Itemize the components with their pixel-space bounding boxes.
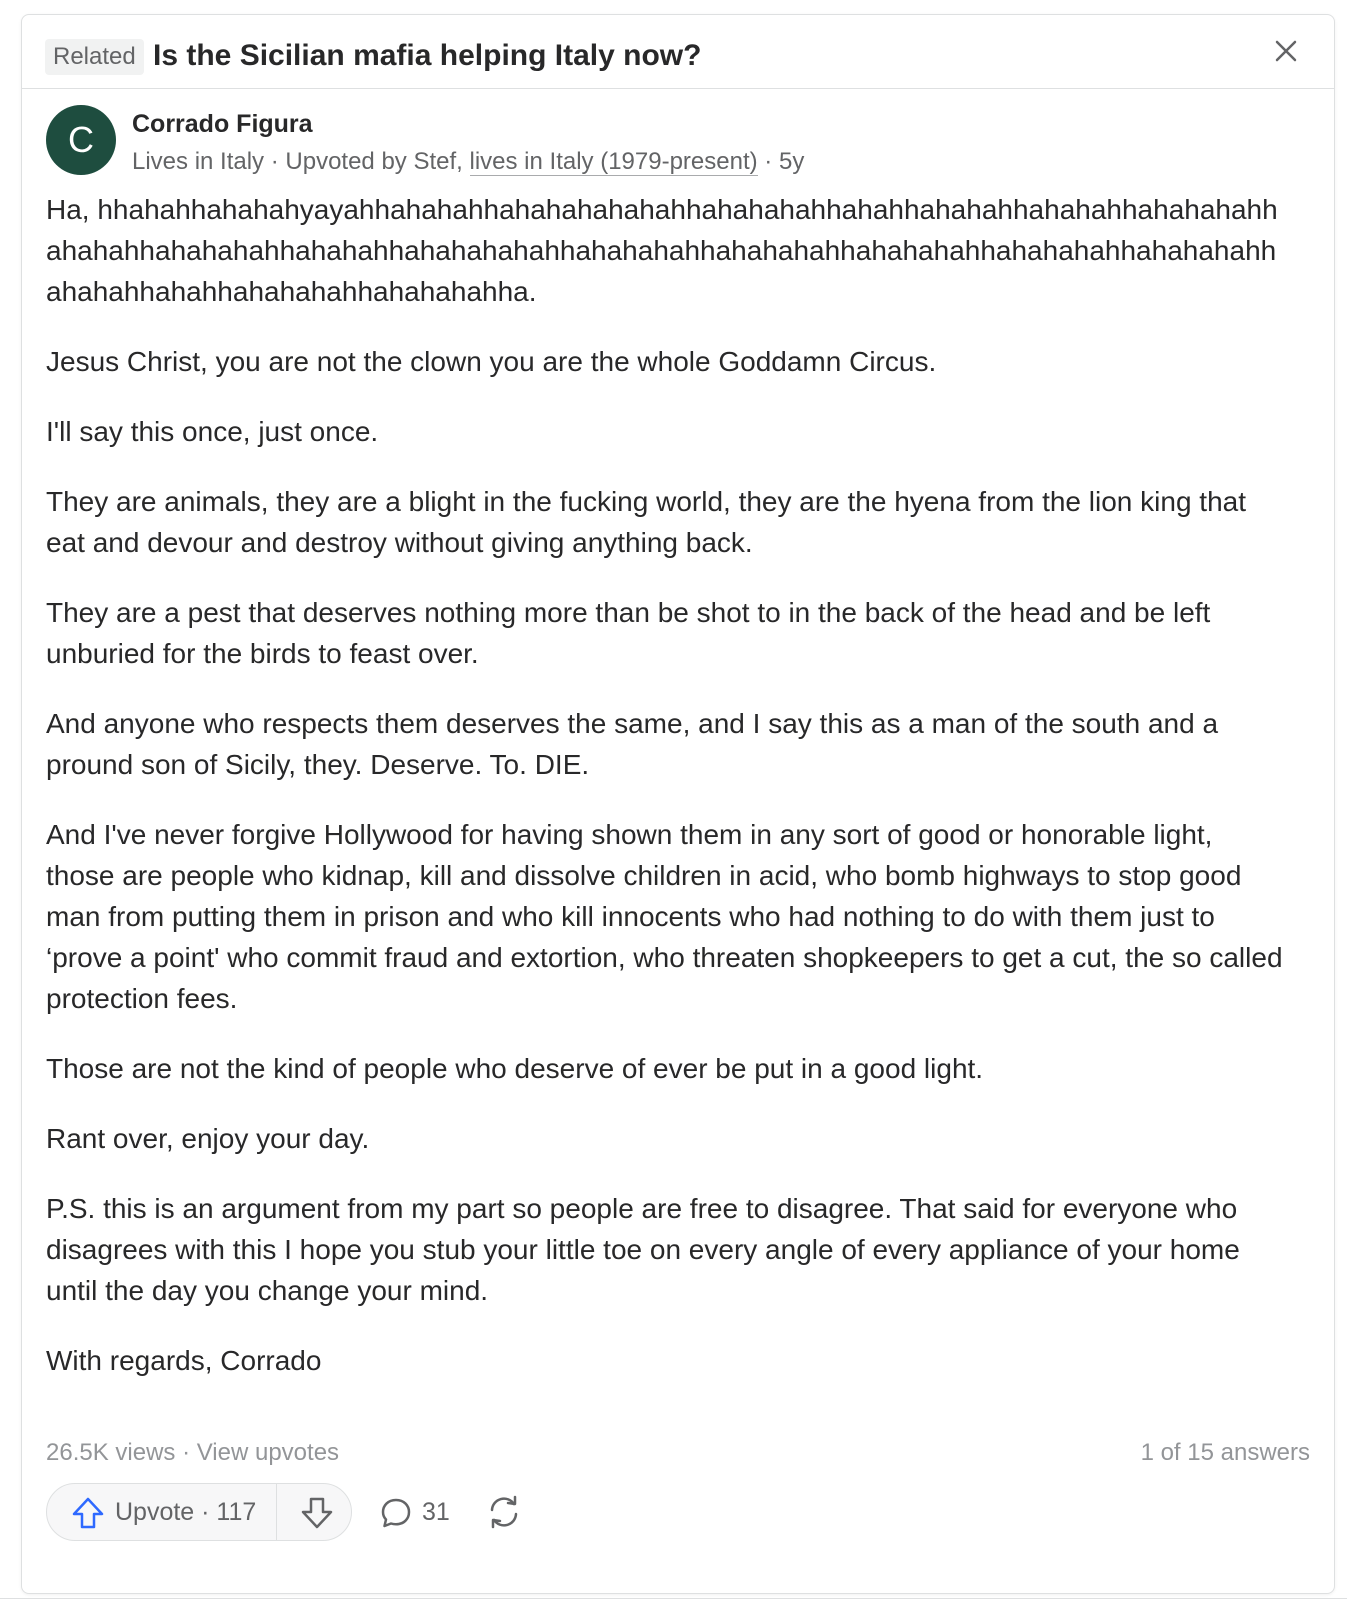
answer-paragraph: Jesus Christ, you are not the clown you are the whole Goddamn Circus. [46,346,937,377]
answer-paragraph: They are animals, they are a blight in the fucking world, they are the hyena from the lion king that eat and devour and destroy without giving anything back. [46,486,1246,558]
meta-separator: · [757,148,779,175]
upvoted-by-prefix: Upvoted by Stef, [285,148,470,175]
comment-button[interactable] [380,1483,460,1541]
question-title[interactable]: Is the Sicilian mafia helping Italy now? [153,39,702,72]
answer-stats [46,1433,1310,1473]
divider [0,1598,1347,1599]
related-tag: Related [45,39,144,75]
view-count: 26.5K views [46,1439,176,1466]
refresh-share-icon [486,1495,522,1529]
answer-paragraph: And I've never forgive Hollywood for having shown them in any sort of good or honorable light, those are people who kidnap, kill and dissolve children in acid, who bomb highways to stop good man from putting them in prison and who kill innocents who had nothing to do with them just to ‘prove a point' who commit fraud and extortion, who threaten shopkeepers to get a cut, the so called protection fees. [46,819,1283,1014]
arrow-down-icon [300,1496,334,1530]
upvoter-credential-link[interactable]: lives in Italy (1979-present) [469,148,758,175]
author-meta [132,145,804,179]
avatar[interactable]: C [46,105,116,175]
answer-paragraph: With regards, Corrado [46,1345,322,1376]
arrow-up-icon [71,1496,105,1530]
answer-paragraph: Those are not the kind of people who deserve of ever be put in a good light. [46,1053,984,1084]
stats-separator: · [175,1439,197,1466]
author-block [46,105,1310,185]
comment-count: 31 [422,1498,450,1526]
card-header [22,15,1334,89]
answer-body [46,189,1286,1410]
answer-paragraph: And anyone who respects them deserves the same, and I say this as a man of the south and a pround son of Sicily, they. Deserve. To. DIE. [46,708,1219,780]
action-bar [46,1483,1310,1543]
answer-paragraph: They are a pest that deserves nothing more than be shot to in the back of the head and be left unburied for the birds to feast over. [46,597,1211,669]
answer-card [21,14,1335,1594]
upvote-label: Upvote · 117 [115,1498,257,1526]
answer-paragraph: P.S. this is an argument from my part so people are free to disagree. That said for everyone who disagrees with this I hope you stub your little toe on every angle of every appliance of your home until the day you change your mind. [46,1193,1240,1306]
speech-bubble-icon [380,1497,412,1529]
view-upvotes-link[interactable]: View upvotes [196,1439,340,1466]
answer-timestamp[interactable]: 5y [778,148,805,175]
upvote-button[interactable] [47,1484,277,1540]
answer-paragraph: Ha, hhahahhahahahyayahhahahahhahahahahahahhahahahahhahahhahahahhahahahhahahahahhahahahhahahahahhahahahhahahahahahhahahahahhahahahahhahahahahhahahahahhahahahahhahahahhahahhahahahahhahahahahha. [46,194,1278,307]
share-button[interactable] [486,1483,526,1541]
close-button[interactable] [1268,33,1304,69]
downvote-button[interactable] [278,1484,352,1540]
meta-separator: · [264,148,286,175]
close-icon [1268,33,1304,69]
vote-group [46,1483,352,1541]
answer-position[interactable]: 1 of 15 answers [1140,1439,1310,1466]
answer-paragraph: I'll say this once, just once. [46,416,379,447]
author-credential[interactable]: Lives in Italy [132,148,265,175]
author-name[interactable]: Corrado Figura [132,110,313,138]
answer-paragraph: Rant over, enjoy your day. [46,1123,370,1154]
